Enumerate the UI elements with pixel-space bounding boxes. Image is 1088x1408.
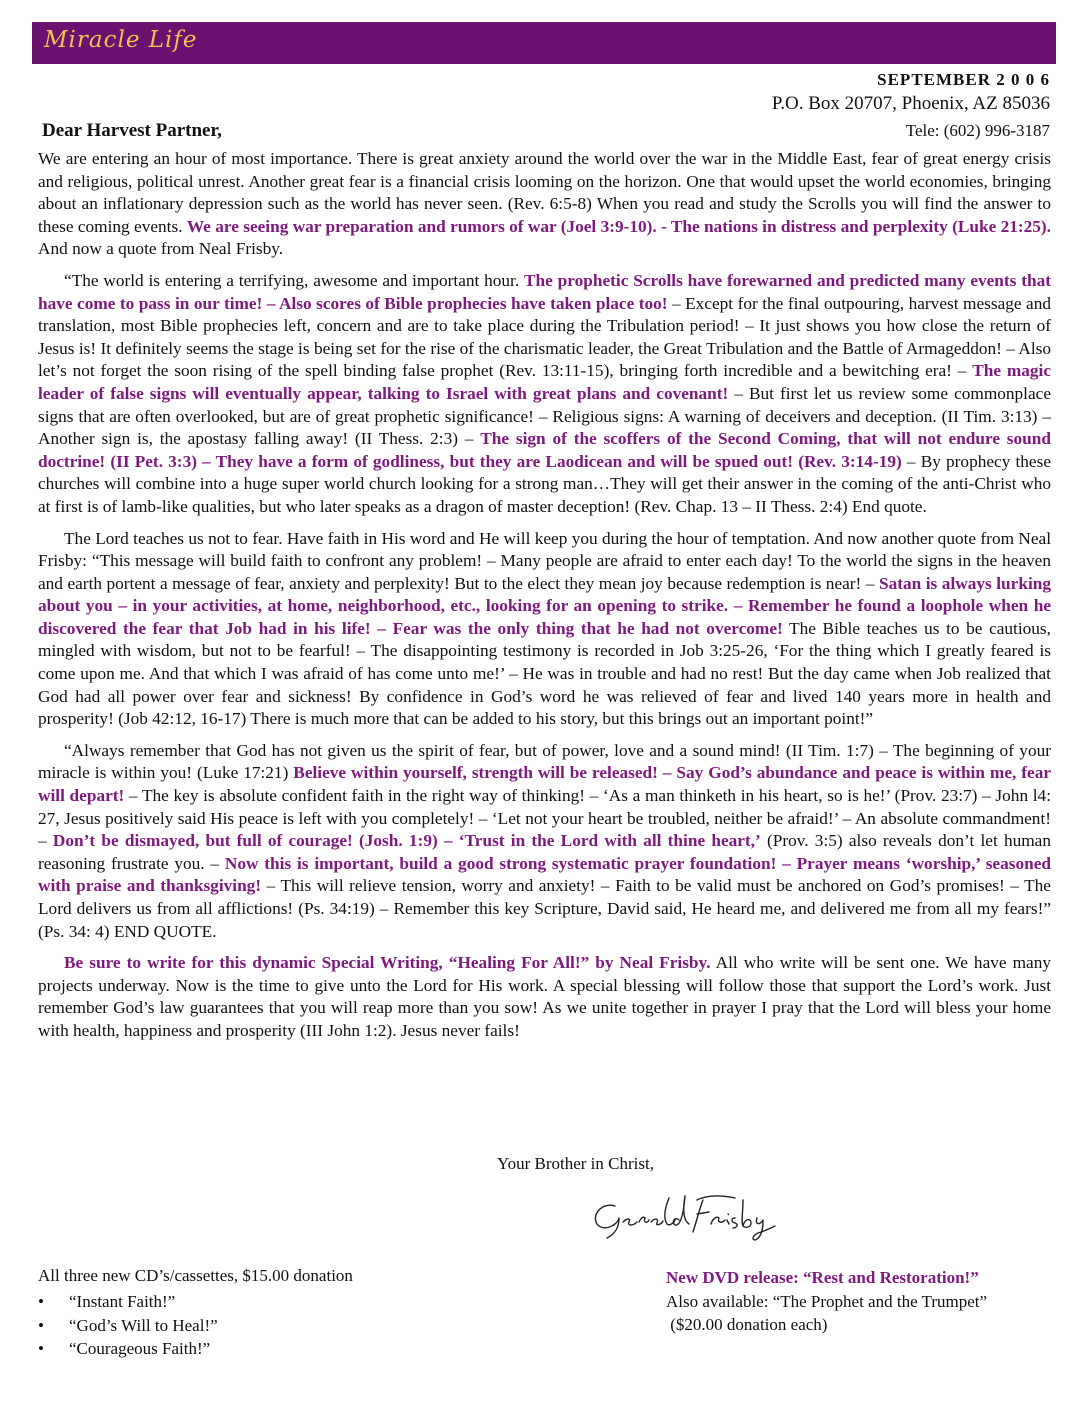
highlighted-text: Don’t be dismayed, but full of courage! (Josh. 1:9) – ‘Trust in the Lord with all thine heart,’ (52, 831, 761, 851)
paragraph (38, 528, 1051, 731)
body-text: – This will relieve tension, worry and anxiety! – Faith to be valid must be anchored on God’s promises! – The Lord delivers us from all afflictions! (Ps. 34:19) – Remember this key Scripture, David said, He heard me, and delivered me from all my fears!” (Ps. 34: 4) END QUOTE. (38, 876, 1051, 941)
dvd-offer-heading: New DVD release: “Rest and Restoration!” (666, 1268, 979, 1287)
highlighted-text: Satan is always lurking about you – in your activities, at home, neighborhood, etc., looking for an opening to strike. – Remember he found a loophole when he discovered the fear that Job had in his life! – Fear was the only thing that he had not overcome! (38, 573, 1051, 638)
paragraph (38, 148, 1051, 261)
body-text: – Except for the final outpouring, harvest message and translation, most Bible prophecies left, concern and are to take place during the Tribulation period! – It just shows you how close the return of Jesus is! It definitely seems the stage is being set for the rise of the charismatic leader, the Great Tribulation and the Battle of Armageddon! – Also let’s not forget the soon rising of the spell binding false prophet (Rev. 13:11-15), bringing forth incredible and a bewitching era! – (38, 293, 1051, 381)
highlighted-text: Believe within yourself, strength will be released! – Say God’s abundance and peace is within me, fear will depart! (38, 763, 1051, 806)
highlighted-text: We are seeing war preparation and rumors of war (Joel 3:9-10). - The nations in distress and perplexity (Luke 21:25). (186, 216, 1051, 236)
list-item: • “Instant Faith!” (38, 1290, 353, 1314)
list-item: • “God’s Will to Heal!” (38, 1314, 353, 1338)
signature (585, 1188, 800, 1248)
body-text: – But first let us review some commonplace signs that are often overlooked, but are of great prophetic significance! – Religious signs: A warning of deceivers and deception. (II Tim. 3:13) – Another sign is, the apostasy falling away! (II Thess. 2:3) – (38, 383, 1051, 449)
highlighted-text: Be sure to write for this dynamic Special Writing, “Healing For All!” by Neal Frisby. (64, 953, 711, 973)
body-text: – By prophecy these churches will combine into a huge super world church looking for a strong man…They will get their answer in the coming of the anti-Christ who at first is of lamb-like qualities, but who later speaks as a dragon of master deception! (Rev. Chap. 13 – II Thess. 2:4) End quote. (38, 451, 1052, 516)
body-text: (Prov. 3:5) also reveals don’t let human reasoning frustrate you. – (38, 831, 1051, 873)
header-banner (32, 22, 1056, 64)
body-text: “The world is entering a terrifying, awesome and important hour. (64, 270, 524, 290)
signature-image (585, 1188, 800, 1243)
dvd-offer-price: ($20.00 donation each) (666, 1315, 828, 1334)
paragraph (38, 740, 1051, 943)
body-text: We are entering an hour of most importance. There is great anxiety around the world over the war in the Middle East, fear of great energy crisis and religious, political unrest. Another great fear is a financial crisis looming on the horizon. One that would upset the world economies, bringing about an inflationary depression such as the world has never seen. (Rev. 6:5-8) When you read and study the Scrolls you will find the answer to these coming events. (38, 149, 1051, 236)
paragraph (38, 270, 1051, 519)
cd-offer-heading: All three new CD’s/cassettes, $15.00 donation (38, 1266, 353, 1285)
letter-body (38, 148, 1051, 1052)
highlighted-text: The prophetic Scrolls have forewarned and predicted many events that have come to pass in our time! – Also scores of Bible prophecies have taken place too! (38, 270, 1051, 313)
issue-date: SEPTEMBER 2 0 0 6 (877, 70, 1050, 89)
cd-title-list (38, 1290, 353, 1361)
list-item: • “Courageous Faith!” (38, 1337, 353, 1361)
highlighted-text: The magic leader of false signs will eventually appear, talking to Israel with great plans and covenant! (38, 361, 1051, 403)
dvd-offer-line: Also available: “The Prophet and the Trumpet” (666, 1291, 988, 1311)
mailing-address: P.O. Box 20707, Phoenix, AZ 85036 (771, 93, 1050, 114)
body-text: “Always remember that God has not given us the spirit of fear, but of power, love and a sound mind! (II Tim. 1:7) – The beginning of your miracle is within you! (Luke 17:21) (38, 740, 1051, 783)
body-text: The Lord teaches us not to fear. Have faith in His word and He will keep you during the hour of temptation. And now another quote from Neal Frisby: “This message will build faith to confront any problem! – Many people are afraid to enter each day! To the world the signs in the heaven and earth portent a message of fear, anxiety and perplexity! But to the elect they mean joy because redemption is near! – (38, 528, 1051, 593)
dvd-offer (666, 1266, 987, 1337)
highlighted-text: Now this is important, build a good strong systematic prayer foundation! – Prayer means ‘worship,’ seasoned with praise and thanksgiving! (38, 853, 1052, 896)
phone-number: Tele: (602) 996-3187 (905, 121, 1050, 140)
salutation: Dear Harvest Partner, (42, 120, 222, 141)
body-text: All who write will be sent one. We have many projects underway. Now is the time to give unto the Lord for His work. A special blessing will follow those that support the Lord’s work. Just remember God’s law guarantees that you will reap more than you sow! As we unite together in prayer I pray that the Lord will bless your home with health, happiness and prosperity (III John 1:2). Jesus never fails! (38, 953, 1051, 1040)
closing-line: Your Brother in Christ, (497, 1154, 654, 1173)
body-text: And now a quote from Neal Frisby. (38, 239, 284, 259)
newsletter-title: Miracle Life (44, 27, 198, 53)
body-text: The Bible teaches us to be cautious, mingled with wisdom, but not to be fearful! – The disappointing testimony is recorded in Job 3:25-26, ‘For the thing which I greatly feared is come upon me. And that which I was afraid of has come unto me!’ – He was in trouble and had no rest! But the day came when Job realized that God had all power over fear and sickness! By confidence in God’s word he was relieved of fear and lived 140 years more in health and prosperity! (Job 42:12, 16-17) There is much more that can be added to his story, but this brings out an important point!” (38, 618, 1051, 729)
highlighted-text: The sign of the scoffers of the Second Coming, that will not endure sound doctrine! (II Pet. 3:3) – They have a form of godliness, but they are Laodicean and will be spued out! (Rev. 3:14-19) (38, 429, 1051, 471)
paragraph (38, 952, 1051, 1042)
body-text: – The key is absolute confident faith in the right way of thinking! – ‘As a man thinketh in his heart, so is he!’ (Prov. 23:7) – John l4: 27, Jesus positively said His peace is left with you completely! – ‘Let not your heart be troubled, neither be afraid!’ – An absolute commandment! – (38, 786, 1051, 851)
cd-offer (38, 1266, 353, 1361)
